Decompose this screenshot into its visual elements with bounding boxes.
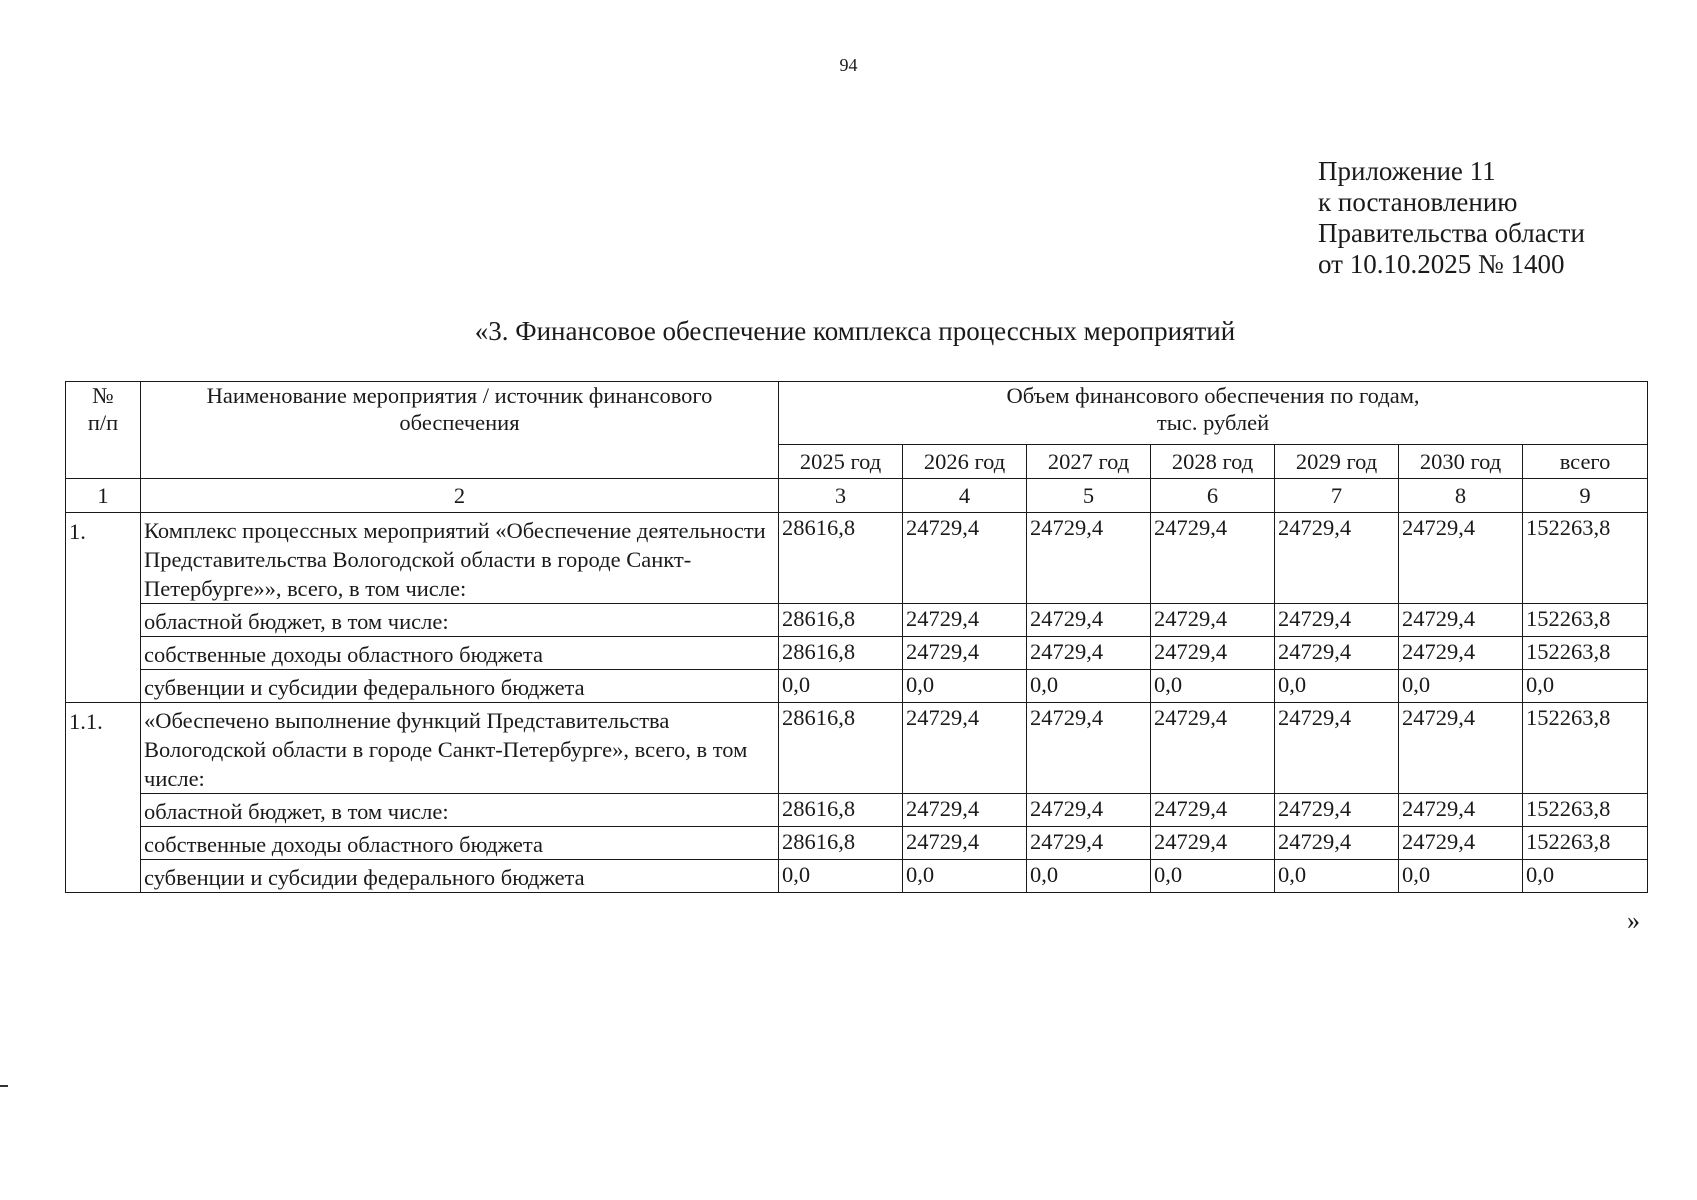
value-cell: 24729,4 — [1151, 794, 1275, 827]
value-cell: 28616,8 — [779, 513, 903, 604]
header-year: 2029 год — [1275, 445, 1399, 479]
column-number: 8 — [1399, 479, 1523, 513]
page-number: 94 — [839, 55, 858, 75]
value-cell: 0,0 — [903, 860, 1027, 893]
value-cell: 0,0 — [1275, 860, 1399, 893]
value-cell: 24729,4 — [1151, 604, 1275, 637]
value-cell: 24729,4 — [1027, 637, 1151, 670]
value-cell: 152263,8 — [1523, 604, 1648, 637]
value-cell: 0,0 — [1399, 860, 1523, 893]
header-number-line: № — [92, 383, 114, 408]
appendix-line: от 10.10.2025 № 1400 — [1318, 249, 1565, 279]
value-cell: 24729,4 — [903, 513, 1027, 604]
value-cell: 28616,8 — [779, 637, 903, 670]
value-cell: 24729,4 — [1399, 604, 1523, 637]
value-cell: 24729,4 — [903, 794, 1027, 827]
appendix-line: Приложение 11 — [1318, 156, 1496, 186]
scan-edge-mark — [0, 1085, 8, 1087]
value-cell: 24729,4 — [1275, 513, 1399, 604]
value-cell: 24729,4 — [1151, 513, 1275, 604]
appendix-line: Правительства области — [1318, 218, 1585, 248]
header-volume — [779, 382, 1648, 445]
column-number: 7 — [1275, 479, 1399, 513]
value-cell: 24729,4 — [1027, 794, 1151, 827]
value-cell: 24729,4 — [903, 703, 1027, 794]
value-cell: 28616,8 — [779, 703, 903, 794]
value-cell: 0,0 — [1523, 670, 1648, 703]
header-year: 2025 год — [779, 445, 903, 479]
value-cell: 24729,4 — [1151, 703, 1275, 794]
row-number: 1.1. — [66, 703, 141, 893]
appendix-line: к постановлению — [1318, 187, 1518, 217]
value-cell: 24729,4 — [1275, 794, 1399, 827]
table-row — [66, 860, 1648, 893]
table-row — [66, 513, 1648, 604]
value-cell: 24729,4 — [1027, 604, 1151, 637]
value-cell: 0,0 — [1399, 670, 1523, 703]
column-number: 9 — [1523, 479, 1648, 513]
value-cell: 0,0 — [1275, 670, 1399, 703]
column-number: 6 — [1151, 479, 1275, 513]
header-year: 2027 год — [1027, 445, 1151, 479]
table-row — [66, 637, 1648, 670]
value-cell: 24729,4 — [1399, 827, 1523, 860]
value-cell: 24729,4 — [1275, 637, 1399, 670]
row-name: субвенции и субсидии федерального бюджета — [141, 860, 779, 893]
header-volume-line: тыс. рублей — [1156, 410, 1270, 435]
header-name-line: обеспечения — [399, 410, 520, 435]
value-cell: 0,0 — [1027, 860, 1151, 893]
value-cell: 0,0 — [1151, 860, 1275, 893]
header-number — [66, 382, 141, 479]
value-cell: 0,0 — [903, 670, 1027, 703]
table-row — [66, 604, 1648, 637]
closing-quote: » — [1627, 906, 1640, 935]
value-cell: 28616,8 — [779, 604, 903, 637]
value-cell: 152263,8 — [1523, 703, 1648, 794]
value-cell: 0,0 — [1027, 670, 1151, 703]
header-year: 2030 год — [1399, 445, 1523, 479]
header-volume-line: Объем финансового обеспечения по годам, — [1006, 383, 1420, 408]
value-cell: 24729,4 — [1027, 513, 1151, 604]
column-number: 1 — [66, 479, 141, 513]
value-cell: 24729,4 — [903, 827, 1027, 860]
value-cell: 152263,8 — [1523, 827, 1648, 860]
value-cell: 0,0 — [1151, 670, 1275, 703]
value-cell: 24729,4 — [903, 604, 1027, 637]
value-cell: 24729,4 — [1027, 703, 1151, 794]
value-cell: 24729,4 — [1275, 604, 1399, 637]
table-row — [66, 670, 1648, 703]
row-name: субвенции и субсидии федерального бюджета — [141, 670, 779, 703]
value-cell: 24729,4 — [1399, 703, 1523, 794]
value-cell: 24729,4 — [1399, 513, 1523, 604]
column-number: 5 — [1027, 479, 1151, 513]
row-name: «Обеспечено выполнение функций Представительства Вологодской области в городе Санкт-Петербурге», всего, в том числе: — [141, 703, 779, 794]
value-cell: 24729,4 — [1399, 794, 1523, 827]
value-cell: 28616,8 — [779, 827, 903, 860]
section-title: «3. Финансовое обеспечение комплекса процессных мероприятий — [474, 316, 1236, 346]
header-year: 2028 год — [1151, 445, 1275, 479]
value-cell: 0,0 — [779, 860, 903, 893]
row-name: областной бюджет, в том числе: — [141, 794, 779, 827]
value-cell: 24729,4 — [1151, 637, 1275, 670]
header-name-line: Наименование мероприятия / источник финансового — [206, 383, 713, 408]
value-cell: 24729,4 — [1275, 827, 1399, 860]
header-name — [141, 382, 779, 479]
row-name: собственные доходы областного бюджета — [141, 637, 779, 670]
value-cell: 24729,4 — [1027, 827, 1151, 860]
value-cell: 24729,4 — [903, 637, 1027, 670]
header-number-line: п/п — [87, 410, 119, 435]
row-name: Комплекс процессных мероприятий «Обеспечение деятельности Представительства Вологодской области в городе Санкт-Петербурге»», всего, в том числе: — [141, 513, 779, 604]
value-cell: 28616,8 — [779, 794, 903, 827]
column-number: 4 — [903, 479, 1027, 513]
column-number: 2 — [141, 479, 779, 513]
value-cell: 24729,4 — [1151, 827, 1275, 860]
value-cell: 0,0 — [1523, 860, 1648, 893]
table-row — [66, 703, 1648, 794]
financing-table — [65, 381, 1648, 893]
value-cell: 152263,8 — [1523, 794, 1648, 827]
value-cell: 24729,4 — [1275, 703, 1399, 794]
table-row — [66, 794, 1648, 827]
row-number: 1. — [66, 513, 141, 703]
header-year: 2026 год — [903, 445, 1027, 479]
appendix-block — [1318, 156, 1585, 280]
value-cell: 152263,8 — [1523, 637, 1648, 670]
row-name: собственные доходы областного бюджета — [141, 827, 779, 860]
table-row — [66, 827, 1648, 860]
value-cell: 0,0 — [779, 670, 903, 703]
column-number: 3 — [779, 479, 903, 513]
value-cell: 24729,4 — [1399, 637, 1523, 670]
header-year: всего — [1523, 445, 1648, 479]
row-name: областной бюджет, в том числе: — [141, 604, 779, 637]
value-cell: 152263,8 — [1523, 513, 1648, 604]
